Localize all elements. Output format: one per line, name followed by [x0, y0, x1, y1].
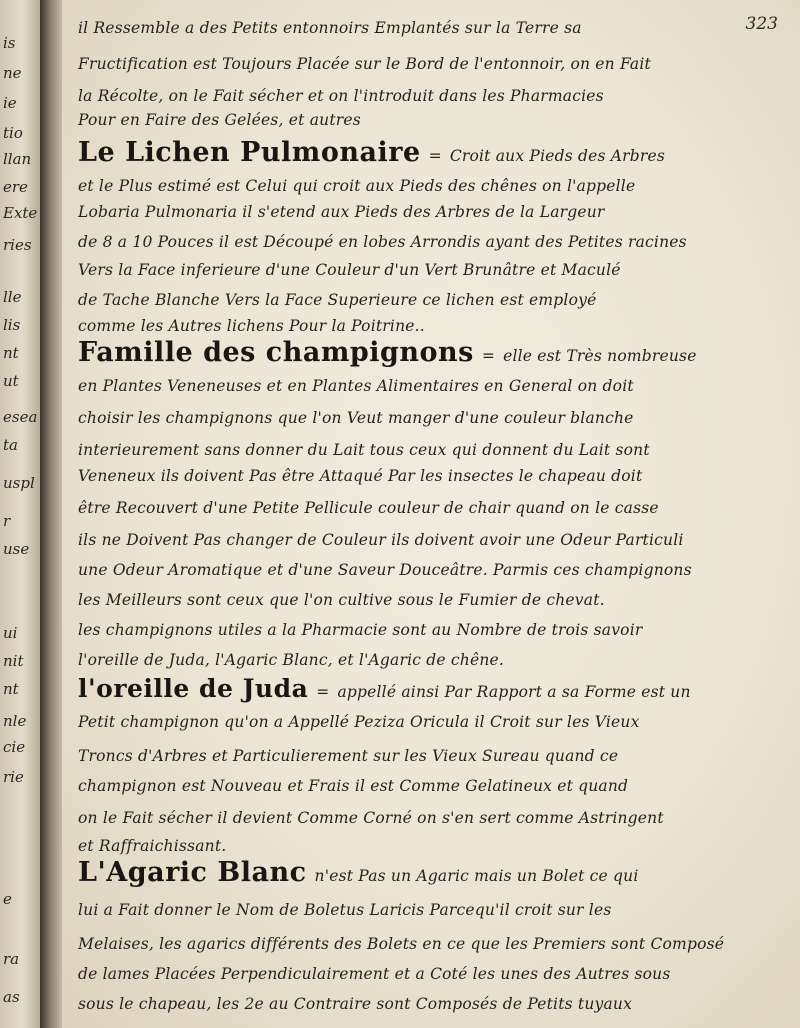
text-line: lui a Fait donner le Nom de Boletus Laricis Parcequ'il croit sur les	[78, 901, 612, 919]
margin-fragment: tio	[3, 124, 23, 142]
margin-fragment: nit	[3, 652, 24, 670]
text-line: champignon est Nouveau et Frais il est Comme Gelatineux et quand	[78, 777, 629, 795]
text-line: Lobaria Pulmonaria il s'etend aux Pieds des Arbres de la Largeur	[78, 203, 605, 221]
margin-fragment: ne	[3, 64, 22, 82]
margin-fragment: rie	[3, 768, 24, 786]
text-line: Petit champignon qu'on a Appellé Peziza Oricula il Croit sur les Vieux	[78, 713, 640, 731]
margin-fragment: as	[3, 988, 20, 1006]
margin-fragment: use	[3, 540, 30, 558]
text-line: on le Fait sécher il devient Comme Corné on s'en sert comme Astringent	[78, 809, 664, 827]
margin-fragment: Exte	[3, 204, 38, 222]
margin-fragment: ra	[3, 950, 20, 968]
text-line: interieurement sans donner du Lait tous ceux qui donnent du Lait sont	[78, 441, 650, 459]
margin-fragment: esea	[3, 408, 38, 426]
margin-fragment: ta	[3, 436, 18, 454]
section-line: Famille des champignons = elle est Très nombreuse	[78, 337, 697, 368]
margin-fragment: e	[3, 890, 12, 908]
text-line: choisir les champignons que l'on Veut manger d'une couleur blanche	[78, 409, 634, 427]
margin-fragment: lis	[3, 316, 21, 334]
text-line: Troncs d'Arbres et Particulierement sur les Vieux Sureau quand ce	[78, 747, 619, 765]
text-line: Pour en Faire des Gelées, et autres	[78, 111, 361, 129]
text-line: de Tache Blanche Vers la Face Superieure ce lichen est employé	[78, 291, 597, 309]
section-line: L'Agaric Blanc n'est Pas un Agaric mais un Bolet ce qui	[78, 857, 639, 888]
page-number: 323	[745, 14, 778, 34]
previous-page-edge	[0, 0, 40, 1028]
text-line: Vers la Face inferieure d'une Couleur d'un Vert Brunâtre et Maculé	[78, 261, 621, 279]
text-line: sous le chapeau, les 2e au Contraire sont Composés de Petits tuyaux	[78, 995, 633, 1013]
text-line: de 8 a 10 Pouces il est Découpé en lobes Arrondis ayant des Petites racines	[78, 233, 687, 251]
margin-fragment: cie	[3, 738, 26, 756]
section-heading: l'oreille de Juda	[78, 674, 309, 703]
margin-fragment: ere	[3, 178, 28, 196]
margin-fragment: lle	[3, 288, 22, 306]
text-line: les Meilleurs sont ceux que l'on cultive sous le Fumier de chevat.	[78, 591, 605, 609]
text-line: comme les Autres lichens Pour la Poitrine..	[78, 317, 425, 335]
text-line: Fructification est Toujours Placée sur le Bord de l'entonnoir, on en Fait	[78, 55, 651, 73]
text-line: être Recouvert d'une Petite Pellicule couleur de chair quand on le casse	[78, 499, 659, 517]
margin-fragment: nle	[3, 712, 27, 730]
margin-fragment: nt	[3, 680, 19, 698]
section-heading: L'Agaric Blanc	[78, 857, 307, 888]
margin-fragment: is	[3, 34, 16, 52]
text-line: ils ne Doivent Pas changer de Couleur ils doivent avoir une Odeur Particuli	[78, 531, 684, 549]
manuscript-page	[62, 0, 800, 1028]
margin-fragment: nt	[3, 344, 19, 362]
margin-fragment: r	[3, 512, 11, 530]
margin-fragment: ie	[3, 94, 17, 112]
text-line: en Plantes Veneneuses et en Plantes Alimentaires en General on doit	[78, 377, 634, 395]
margin-fragment: llan	[3, 150, 32, 168]
text-line: de lames Placées Perpendiculairement et a Coté les unes des Autres sous	[78, 965, 671, 983]
text-line: et le Plus estimé est Celui qui croit aux Pieds des chênes on l'appelle	[78, 177, 636, 195]
text-line: les champignons utiles a la Pharmacie sont au Nombre de trois savoir	[78, 621, 643, 639]
text-line: Veneneux ils doivent Pas être Attaqué Par les insectes le chapeau doit	[78, 467, 643, 485]
section-heading: Famille des champignons	[78, 337, 474, 368]
margin-fragment: ut	[3, 372, 19, 390]
section-heading: Le Lichen Pulmonaire	[78, 137, 421, 168]
text-line: Melaises, les agarics différents des Bolets en ce que les Premiers sont Composé	[78, 935, 725, 953]
text-line: une Odeur Aromatique et d'une Saveur Douceâtre. Parmis ces champignons	[78, 561, 692, 579]
margin-fragment: ui	[3, 624, 18, 642]
section-line: l'oreille de Juda = appellé ainsi Par Rapport a sa Forme est un	[78, 674, 691, 703]
text-line: l'oreille de Juda, l'Agaric Blanc, et l'Agaric de chêne.	[78, 651, 505, 669]
text-line: et Raffraichissant.	[78, 837, 227, 855]
text-line: il Ressemble a des Petits entonnoirs Emplantés sur la Terre sa	[78, 19, 582, 37]
margin-fragment: uspl	[3, 474, 35, 492]
margin-fragment: ries	[3, 236, 32, 254]
text-line: la Récolte, on le Fait sécher et on l'introduit dans les Pharmacies	[78, 87, 604, 105]
section-line: Le Lichen Pulmonaire = Croit aux Pieds des Arbres	[78, 137, 666, 168]
